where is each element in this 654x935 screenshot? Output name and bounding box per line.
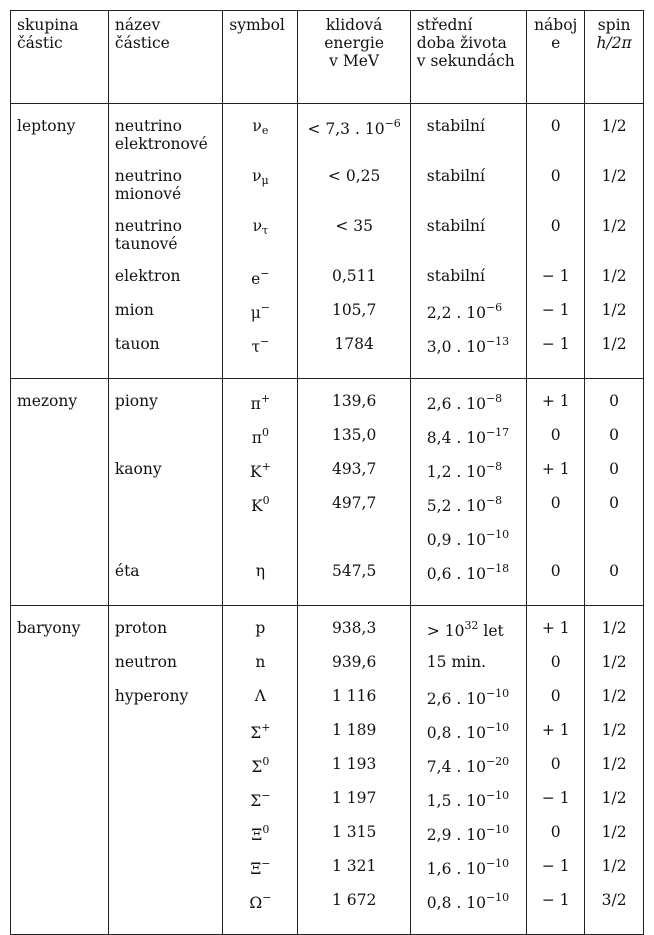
mean-lifetime: 2,2 . $10^{-6}$ <box>410 302 526 336</box>
spin: 1/2 <box>585 722 644 756</box>
particle-symbol: $\nu_\tau$ <box>223 218 298 268</box>
spin <box>585 529 644 563</box>
spin: 0 <box>585 427 644 461</box>
charge: − 1 <box>527 336 585 379</box>
particle-name: piony <box>108 379 222 428</box>
particle-name <box>108 529 222 563</box>
particle-symbol: Σ+ <box>223 722 298 756</box>
charge: + 1 <box>527 461 585 495</box>
group-label <box>11 654 109 688</box>
spin: 0 <box>585 461 644 495</box>
table-row <box>11 302 644 336</box>
table-row <box>11 824 644 858</box>
particle-name: neutrino taunové <box>108 218 222 268</box>
header-charge: náboj e <box>527 11 585 104</box>
spin: 0 <box>585 495 644 529</box>
charge: + 1 <box>527 379 585 428</box>
charge: 0 <box>527 218 585 268</box>
group-label <box>11 168 109 218</box>
header-symbol: symbol <box>223 11 298 104</box>
table-row <box>11 606 644 655</box>
table-row <box>11 104 644 169</box>
group-label <box>11 427 109 461</box>
spin: 1/2 <box>585 218 644 268</box>
group-label <box>11 756 109 790</box>
rest-energy: 139,6 <box>298 379 410 428</box>
particle-name: éta <box>108 563 222 606</box>
table-row <box>11 563 644 606</box>
rest-energy: 493,7 <box>298 461 410 495</box>
particle-name <box>108 858 222 892</box>
particle-name <box>108 756 222 790</box>
particle-symbol: $\Xi^0$ <box>223 824 298 858</box>
group-label <box>11 824 109 858</box>
mean-lifetime: stabilní <box>410 104 526 169</box>
charge: − 1 <box>527 302 585 336</box>
spin: 1/2 <box>585 168 644 218</box>
mean-lifetime: 7,4 . $10^{-20}$ <box>410 756 526 790</box>
group-label <box>11 495 109 529</box>
group-2 <box>11 606 644 935</box>
spin: 0 <box>585 379 644 428</box>
charge: 0 <box>527 563 585 606</box>
particle-symbol: Σ− <box>223 790 298 824</box>
spin: 1/2 <box>585 688 644 722</box>
charge: − 1 <box>527 268 585 302</box>
particle-symbol: $\nu_\mu$ <box>223 168 298 218</box>
rest-energy: 1 197 <box>298 790 410 824</box>
rest-energy: 497,7 <box>298 495 410 529</box>
charge: 0 <box>527 824 585 858</box>
particle-name: neutrino mionové <box>108 168 222 218</box>
particle-symbol: Ω− <box>223 892 298 935</box>
particle-symbol: $\pi^0$ <box>223 427 298 461</box>
table-row <box>11 688 644 722</box>
mean-lifetime: 2,9 . $10^{-10}$ <box>410 824 526 858</box>
particle-name: kaony <box>108 461 222 495</box>
charge: 0 <box>527 168 585 218</box>
charge: 0 <box>527 427 585 461</box>
rest-energy: 1 189 <box>298 722 410 756</box>
rest-energy: 1 321 <box>298 858 410 892</box>
mean-lifetime: 1,5 . $10^{-10}$ <box>410 790 526 824</box>
particle-name <box>108 495 222 529</box>
mean-lifetime: > $10^{32}$ let <box>410 606 526 655</box>
table-row <box>11 790 644 824</box>
particle-name: neutrino elektronové <box>108 104 222 169</box>
group-label <box>11 892 109 935</box>
particle-name: neutron <box>108 654 222 688</box>
table-row <box>11 427 644 461</box>
group-label <box>11 218 109 268</box>
group-label <box>11 336 109 379</box>
mean-lifetime: stabilní <box>410 218 526 268</box>
table-row <box>11 495 644 529</box>
mean-lifetime: 3,0 . $10^{-13}$ <box>410 336 526 379</box>
table-row <box>11 461 644 495</box>
particle-symbol: Ξ− <box>223 858 298 892</box>
mean-lifetime: 0,8 . $10^{-10}$ <box>410 722 526 756</box>
particle-name <box>108 790 222 824</box>
table-row <box>11 858 644 892</box>
particle-symbol: p <box>223 606 298 655</box>
mean-lifetime: 2,6 . $10^{-10}$ <box>410 688 526 722</box>
rest-energy: 1 193 <box>298 756 410 790</box>
rest-energy: 1 672 <box>298 892 410 935</box>
table-row <box>11 756 644 790</box>
rest-energy: 1 116 <box>298 688 410 722</box>
table-row <box>11 168 644 218</box>
rest-energy: 1784 <box>298 336 410 379</box>
particle-symbol: n <box>223 654 298 688</box>
particle-symbol: K+ <box>223 461 298 495</box>
rest-energy: 135,0 <box>298 427 410 461</box>
charge: − 1 <box>527 892 585 935</box>
charge: 0 <box>527 654 585 688</box>
charge: 0 <box>527 104 585 169</box>
spin: 1/2 <box>585 790 644 824</box>
particle-symbol: $\nu_e$ <box>223 104 298 169</box>
group-label <box>11 722 109 756</box>
rest-energy: < 0,25 <box>298 168 410 218</box>
spin: 0 <box>585 563 644 606</box>
particle-name: mion <box>108 302 222 336</box>
particle-name <box>108 892 222 935</box>
particle-name: elektron <box>108 268 222 302</box>
spin: 1/2 <box>585 606 644 655</box>
charge: 0 <box>527 756 585 790</box>
particle-name: tauon <box>108 336 222 379</box>
spin: 1/2 <box>585 824 644 858</box>
group-label <box>11 858 109 892</box>
spin: 1/2 <box>585 104 644 169</box>
particle-symbol: Λ <box>223 688 298 722</box>
table-row <box>11 654 644 688</box>
header-name: název částice <box>108 11 222 104</box>
particle-name: proton <box>108 606 222 655</box>
spin: 3/2 <box>585 892 644 935</box>
particle-symbol: μ− <box>223 302 298 336</box>
particle-name <box>108 824 222 858</box>
spin: 1/2 <box>585 268 644 302</box>
mean-lifetime: 0,9 . $10^{-10}$ <box>410 529 526 563</box>
group-0 <box>11 104 644 379</box>
charge: − 1 <box>527 790 585 824</box>
group-label: baryony <box>11 606 109 655</box>
charge: 0 <box>527 495 585 529</box>
group-label <box>11 268 109 302</box>
group-label <box>11 529 109 563</box>
particle-symbol: π+ <box>223 379 298 428</box>
table-row <box>11 529 644 563</box>
group-label <box>11 461 109 495</box>
charge <box>527 529 585 563</box>
mean-lifetime: 1,6 . $10^{-10}$ <box>410 858 526 892</box>
table-row <box>11 336 644 379</box>
particle-name <box>108 427 222 461</box>
group-1 <box>11 379 644 606</box>
particle-name: hyperony <box>108 688 222 722</box>
spin: 1/2 <box>585 654 644 688</box>
spin: 1/2 <box>585 756 644 790</box>
particle-symbol: τ− <box>223 336 298 379</box>
table-row <box>11 722 644 756</box>
mean-lifetime: 8,4 . $10^{-17}$ <box>410 427 526 461</box>
rest-energy: 939,6 <box>298 654 410 688</box>
header-lifetime: střední doba života v sekundách <box>410 11 526 104</box>
rest-energy: < 35 <box>298 218 410 268</box>
mean-lifetime: 0,6 . $10^{-18}$ <box>410 563 526 606</box>
mean-lifetime: 0,8 . $10^{-10}$ <box>410 892 526 935</box>
charge: − 1 <box>527 858 585 892</box>
spin: 1/2 <box>585 336 644 379</box>
header-spin: spin h/2π <box>585 11 644 104</box>
header-energy: klidová energie v MeV <box>298 11 410 104</box>
mean-lifetime: stabilní <box>410 268 526 302</box>
rest-energy <box>298 529 410 563</box>
group-label: mezony <box>11 379 109 428</box>
mean-lifetime: stabilní <box>410 168 526 218</box>
rest-energy: 547,5 <box>298 563 410 606</box>
group-label <box>11 302 109 336</box>
rest-energy: 0,511 <box>298 268 410 302</box>
rest-energy: 938,3 <box>298 606 410 655</box>
particle-name <box>108 722 222 756</box>
particle-symbol: e− <box>223 268 298 302</box>
particle-symbol: $\Sigma^0$ <box>223 756 298 790</box>
charge: 0 <box>527 688 585 722</box>
table-row <box>11 218 644 268</box>
mean-lifetime: 15 min. <box>410 654 526 688</box>
charge: + 1 <box>527 606 585 655</box>
group-label: leptony <box>11 104 109 169</box>
mean-lifetime: 2,6 . $10^{-8}$ <box>410 379 526 428</box>
group-label <box>11 563 109 606</box>
particle-table <box>10 10 644 935</box>
charge: + 1 <box>527 722 585 756</box>
particle-symbol: $K^0$ <box>223 495 298 529</box>
table-row <box>11 892 644 935</box>
mean-lifetime: 5,2 . $10^{-8}$ <box>410 495 526 529</box>
spin: 1/2 <box>585 858 644 892</box>
rest-energy: 1 315 <box>298 824 410 858</box>
particle-symbol <box>223 529 298 563</box>
group-label <box>11 790 109 824</box>
header-group: skupina částic <box>11 11 109 104</box>
rest-energy: 105,7 <box>298 302 410 336</box>
mean-lifetime: 1,2 . $10^{-8}$ <box>410 461 526 495</box>
table-row <box>11 268 644 302</box>
header-row <box>11 11 644 104</box>
table-row <box>11 379 644 428</box>
particle-symbol: η <box>223 563 298 606</box>
spin: 1/2 <box>585 302 644 336</box>
rest-energy: < 7,3 . $10^{-6}$ <box>298 104 410 169</box>
group-label <box>11 688 109 722</box>
